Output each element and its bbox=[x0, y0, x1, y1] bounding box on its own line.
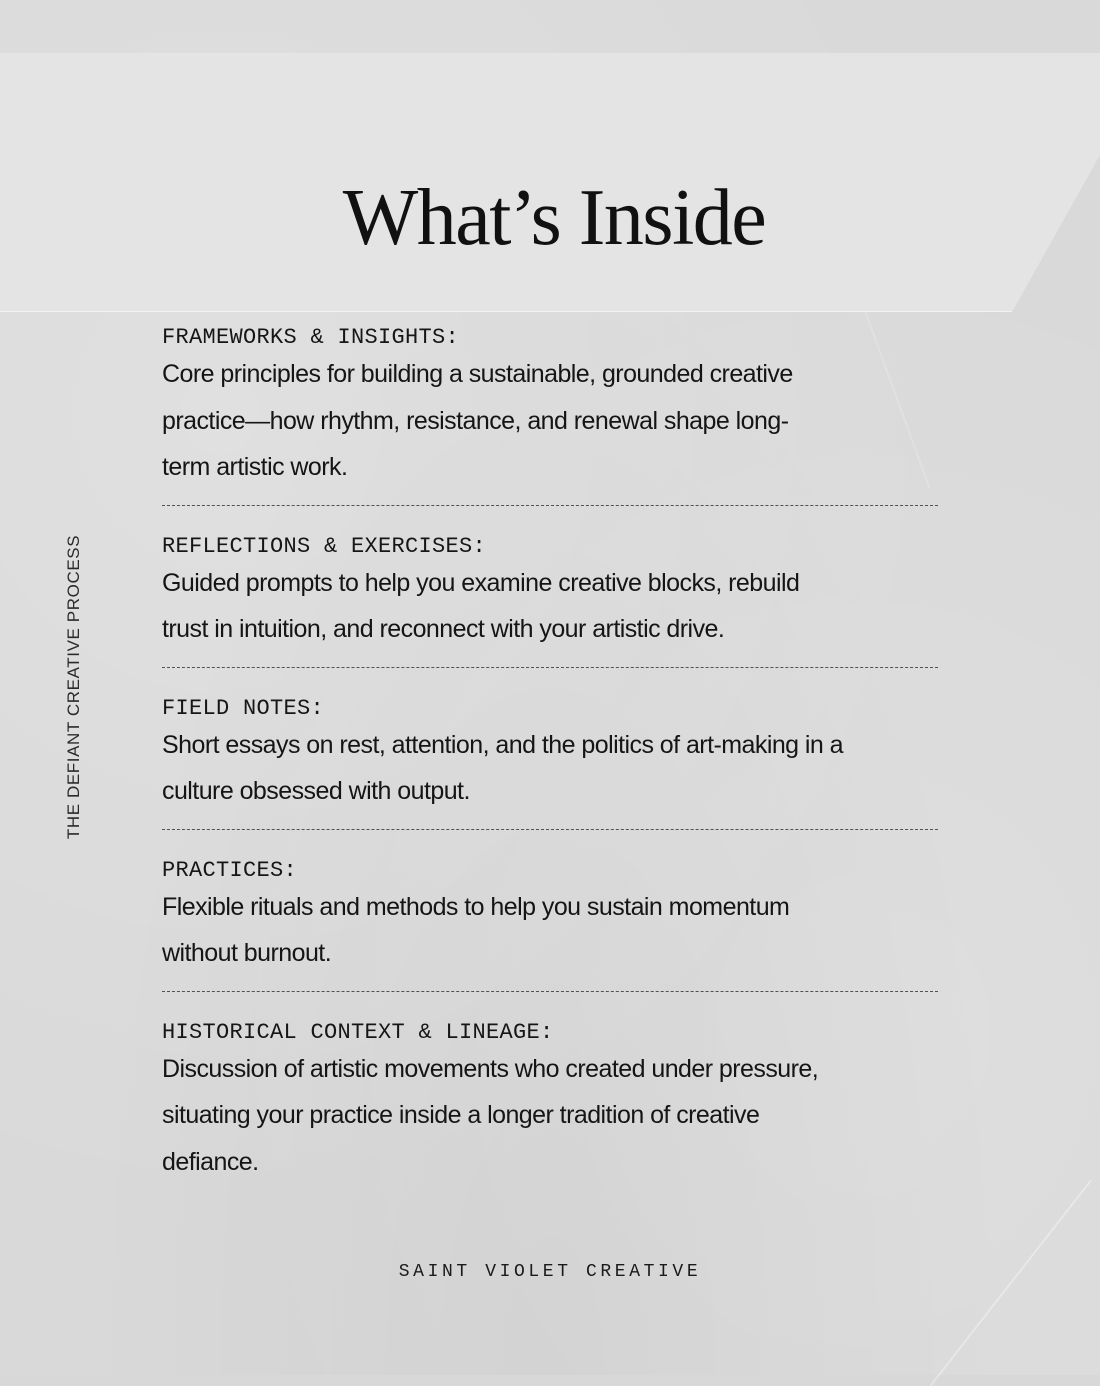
description-line: Flexible rituals and methods to help you sustain momentum bbox=[162, 892, 790, 921]
dashed-divider bbox=[162, 991, 938, 992]
page-title: What’s Inside bbox=[342, 174, 766, 262]
section-label: PRACTICES: bbox=[162, 857, 298, 883]
section-label: REFLECTIONS & EXERCISES: bbox=[162, 533, 487, 559]
section-description bbox=[162, 722, 938, 815]
description-line: Short essays on rest, attention, and the politics of art-making in a bbox=[162, 730, 844, 759]
description-line: Guided prompts to help you examine creative blocks, rebuild bbox=[162, 568, 800, 597]
dashed-divider bbox=[162, 829, 938, 830]
description-line: Discussion of artistic movements who created under pressure, bbox=[162, 1054, 819, 1083]
section-frameworks-insights bbox=[162, 323, 938, 491]
section-practices bbox=[162, 856, 938, 977]
section-description bbox=[162, 351, 938, 491]
brand-footer: SAINT VIOLET CREATIVE bbox=[398, 1262, 702, 1282]
description-line: situating your practice inside a longer tradition of creative bbox=[162, 1101, 760, 1129]
description-line: without burnout. bbox=[162, 939, 332, 967]
description-line: term artistic work. bbox=[162, 453, 348, 481]
section-historical-context bbox=[162, 1018, 938, 1186]
description-line: practice—how rhythm, resistance, and renewal shape long- bbox=[162, 406, 789, 435]
section-field-notes bbox=[162, 694, 938, 815]
section-label: FRAMEWORKS & INSIGHTS: bbox=[162, 325, 460, 350]
description-line: trust in intuition, and reconnect with your artistic drive. bbox=[162, 615, 725, 643]
contents-list bbox=[162, 323, 938, 1185]
section-description bbox=[162, 884, 938, 977]
description-line: Core principles for building a sustainable, grounded creative bbox=[162, 360, 793, 388]
vertical-side-label: THE DEFIANT CREATIVE PROCESS bbox=[64, 534, 83, 840]
section-description bbox=[162, 1046, 938, 1186]
description-line: culture obsessed with output. bbox=[162, 777, 470, 805]
section-label: HISTORICAL CONTEXT & LINEAGE: bbox=[162, 1019, 554, 1045]
tape-strip-edge bbox=[0, 311, 1012, 312]
description-line: defiance. bbox=[162, 1147, 259, 1176]
dashed-divider bbox=[162, 667, 938, 668]
dashed-divider bbox=[162, 505, 938, 506]
section-reflections-exercises bbox=[162, 532, 938, 653]
section-description bbox=[162, 560, 938, 653]
section-label: FIELD NOTES: bbox=[162, 695, 325, 721]
